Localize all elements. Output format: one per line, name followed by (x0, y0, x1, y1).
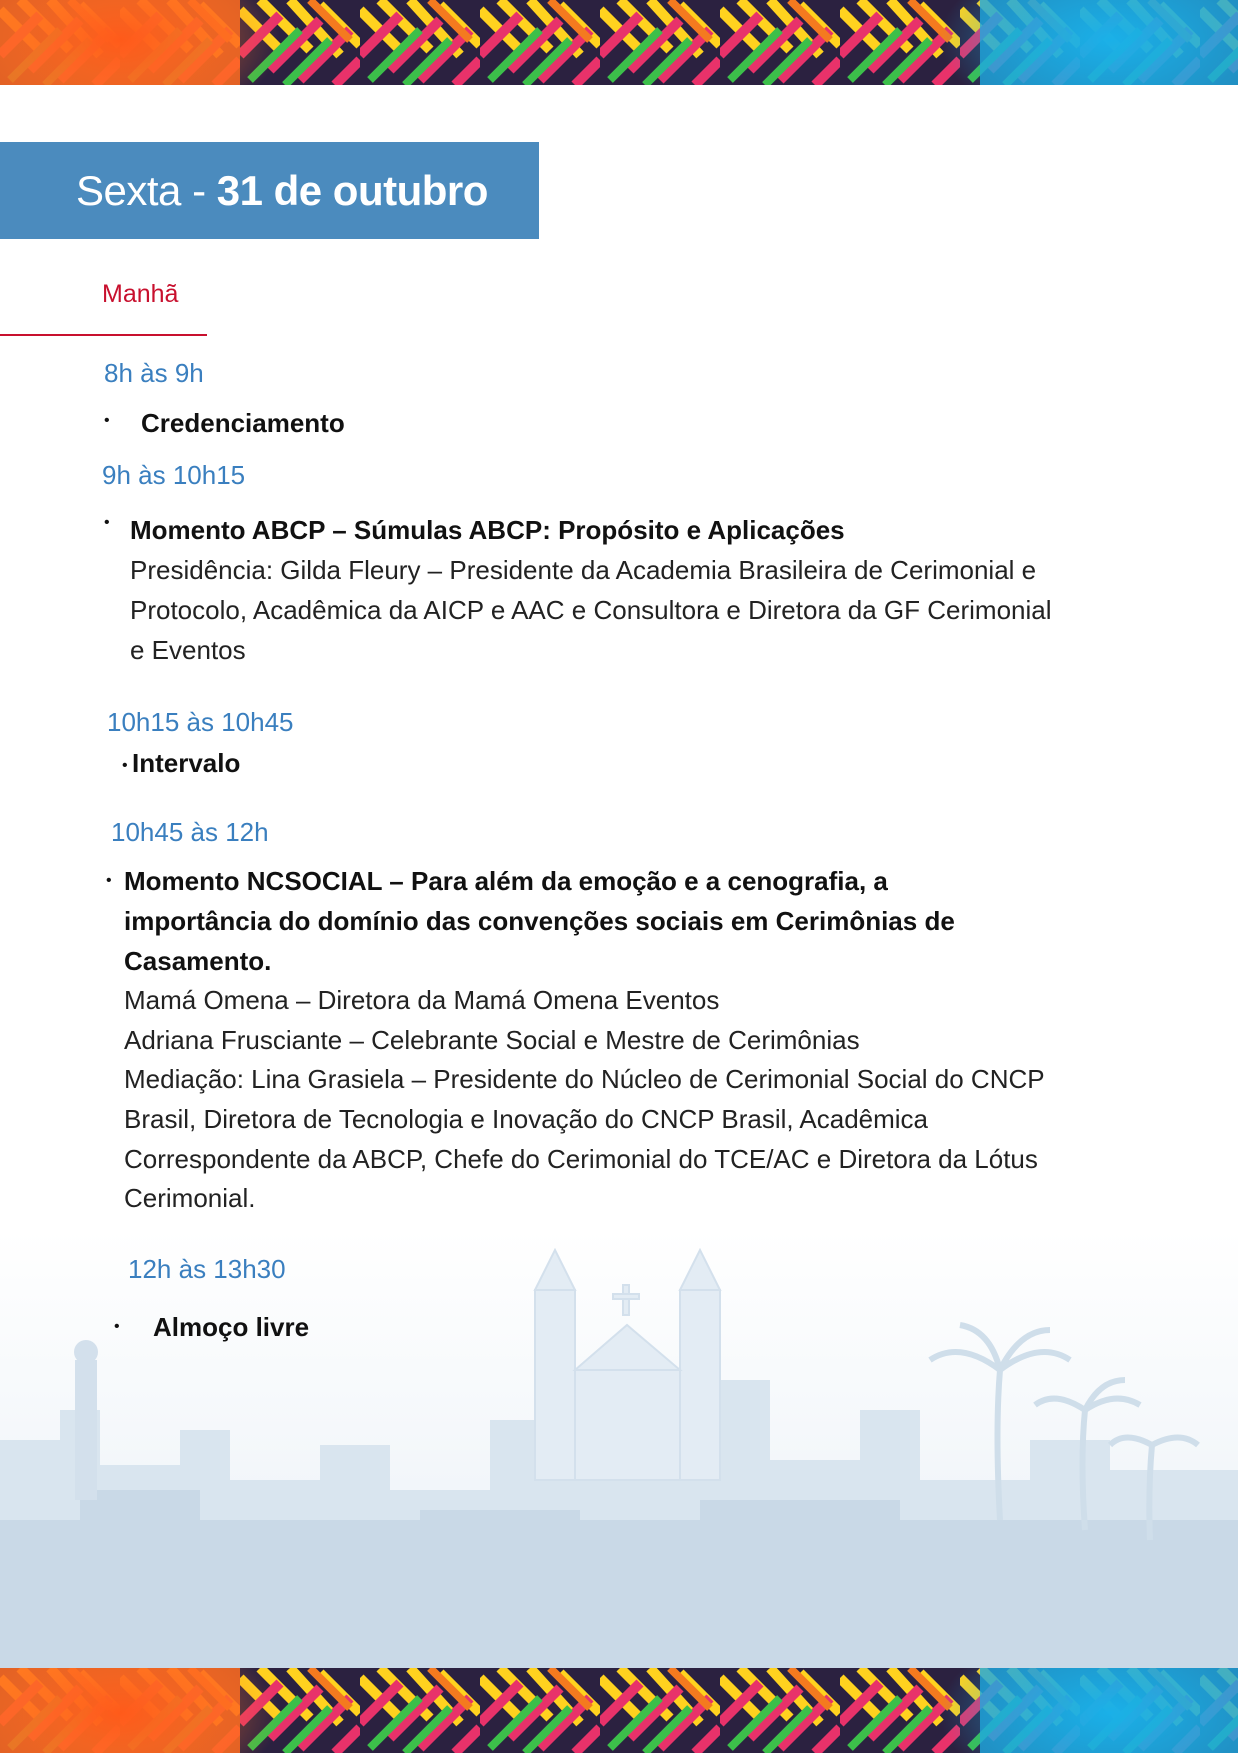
session-detail-line: e Eventos (130, 635, 246, 665)
session-title: Momento ABCP – Súmulas ABCP: Propósito e Aplicações (130, 515, 845, 545)
session-detail-line: Brasil, Diretora de Tecnologia e Inovação do CNCP Brasil, Acadêmica (124, 1104, 929, 1134)
session-detail-line: Adriana Frusciante – Celebrante Social e Mestre de Cerimônias (124, 1025, 860, 1055)
time-slot: 10h15 às 10h45 (107, 707, 294, 737)
session-detail-line: Cerimonial. (124, 1183, 256, 1213)
session-title-line: Casamento. (124, 946, 272, 976)
bullet-icon: • (104, 514, 110, 531)
session-title: Almoço livre (153, 1312, 310, 1342)
decorative-weave-bottom (0, 1668, 1238, 1753)
bullet-icon: • (104, 412, 110, 429)
day-header (0, 142, 539, 239)
session-detail-line: Mamá Omena – Diretora da Mamá Omena Eventos (124, 985, 720, 1015)
city-skyline-illustration (0, 1230, 1238, 1668)
session-detail-line: Presidência: Gilda Fleury – Presidente da Academia Brasileira de Cerimonial e (130, 555, 1037, 585)
day-name: Sexta - (76, 166, 206, 214)
bullet-icon: • (122, 757, 128, 774)
session-title-line: Momento NCSOCIAL – Para além da emoção e a cenografia, a (124, 866, 888, 896)
session-title: Intervalo (132, 748, 241, 778)
day-date: 31 de outubro (216, 166, 488, 214)
session-title: Credenciamento (141, 408, 345, 438)
period-label: Manhã (102, 280, 179, 308)
session-title-line: importância do domínio das convenções sociais em Cerimônias de (124, 906, 955, 936)
session-detail-line: Protocolo, Acadêmica da AICP e AAC e Consultora e Diretora da GF Cerimonial (130, 595, 1052, 625)
time-slot: 8h às 9h (104, 358, 204, 388)
day-title (0, 167, 488, 215)
time-slot: 10h45 às 12h (111, 817, 269, 847)
decorative-weave-top (0, 0, 1238, 85)
bullet-icon: • (114, 1318, 120, 1335)
time-slot: 12h às 13h30 (128, 1254, 286, 1284)
bullet-icon: • (106, 872, 112, 889)
session-detail-line: Mediação: Lina Grasiela – Presidente do Núcleo de Cerimonial Social do CNCP (124, 1064, 1045, 1094)
time-slot: 9h às 10h15 (102, 460, 246, 490)
session-detail-line: Correspondente da ABCP, Chefe do Cerimonial do TCE/AC e Diretora da Lótus (124, 1144, 1038, 1174)
period-divider (0, 334, 207, 336)
